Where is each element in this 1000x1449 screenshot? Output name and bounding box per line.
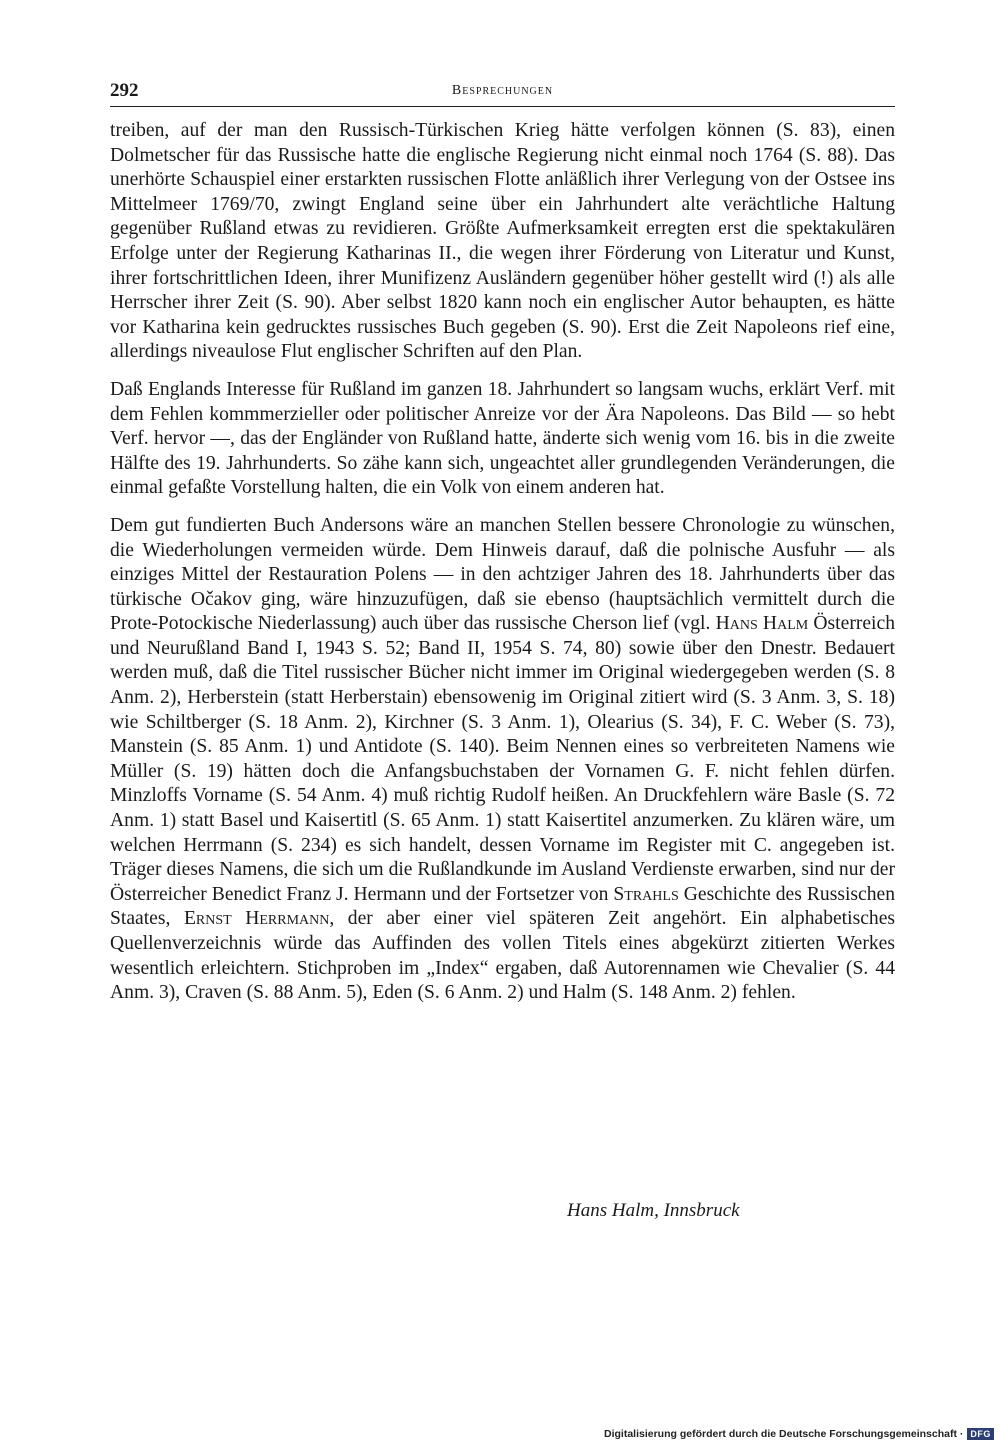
paragraph-1: treiben, auf der man den Russisch-Türkischen Krieg hätte verfolgen können (S. 83), einen Dolmetscher für das Russische hatte die englische Regierung nicht einmal noch 1764 (S. 88). Das unerhörte Schauspiel einer erstarkten russischen Flotte anläßlich ihrer Verlegung von der Ostsee ins Mittelmeer 1769/70, zwingt England seine über ein Jahrhundert alte verächtliche Haltung gegenüber Rußland etwas zu revidieren. Größte Aufmerksamkeit erregten erst die spektakulären Erfolge unter der Regierung Katharinas II., die wegen ihrer Förderung von Literatur und Kunst, ihrer fortschrittlichen Ideen, ihrer Munifizenz Ausländern gegenüber höher gestellt wird (!) als alle Herrscher ihrer Zeit (S. 90). Aber selbst 1820 kann noch ein englischer Autor behaupten, es hätte vor Katharina kein gedrucktes russisches Buch gegeben (S. 90). Erst die Zeit Napoleons rief eine, allerdings niveaulose Flut englischer Schriften auf den Plan. xyxy=(110,120,895,363)
author-name-halm: Hans Halm xyxy=(715,613,809,635)
digitization-notice xyxy=(604,1428,994,1440)
paragraph-3-part-3: Geschichte des Russischen Staates, xyxy=(110,883,895,930)
section-title: Besprechungen xyxy=(451,83,554,98)
digitization-notice-text: Digitalisierung gefördert durch die Deutsche Forschungsgemeinschaft · xyxy=(604,1428,964,1440)
author-name-herrmann: Ernst Herrmann xyxy=(183,908,330,930)
paragraph-3-part-2: Österreich und Neurußland Band I, 1943 S. 52; Band II, 1954 S. 74, 80) sowie über den Dnestr. Bedauert werden muß, daß die Titel russischer Bücher nicht immer im Original wiedergegeben werden (S. 8 Anm. 2), Herberstein (statt Herberstain) ebensowenig im Original zitiert wird (S. 3 Anm. 3, S. 18) wie Schiltberger (S. 18 Anm. 2), Kirchner (S. 3 Anm. 1), Olearius (S. 34), F. C. Weber (S. 73), Manstein (S. 85 Anm. 1) und Antidote (S. 140). Beim Nennen eines so verbreiteten Namens wie Müller (S. 19) hätten doch die Anfangsbuchstaben der Vornamen G. F. nicht fehlen dürfen. Minzloffs Vorname (S. 54 Anm. 4) muß richtig Rudolf heißen. An Druckfehlern wäre Basle (S. 72 Anm. 1) statt Basel und Kaisertitl (S. 65 Anm. 1) statt Kaisertitel anzumerken. Zu klären wäre, um welchen Herrmann (S. 234) es sich handelt, dessen Vorname im Register mit C. angegeben ist. Träger dieses Namens, die sich um die Rußlandkunde im Ausland Verdienste erwarben, sind nur der Österreicher Benedict Franz J. Hermann und der Fortsetzer von xyxy=(110,613,895,905)
page-number: 292 xyxy=(110,80,139,101)
dfg-logo: DFG xyxy=(967,1428,994,1440)
page xyxy=(110,80,895,1019)
author-name-strahl: Strahls xyxy=(613,883,679,905)
paragraph-3-part-4: , der aber einer viel späteren Zeit angehört. Ein alphabetisches Quellenverzeichnis würde das Auffinden des vollen Titels eines abgekürzt zitierten Werkes wesentlich erleichtern. Stichproben im „Index“ ergaben, daß Autorennamen wie Chevalier (S. 44 Anm. 3), Craven (S. 88 Anm. 5), Eden (S. 6 Anm. 2) und Halm (S. 148 Anm. 2) fehlen. xyxy=(110,908,896,1004)
article-body xyxy=(110,119,895,1006)
paragraph-3-part-1: Dem gut fundierten Buch Andersons wäre an manchen Stellen bessere Chronologie zu wünschen, die Wiederholungen vermeiden würde. Dem Hinweis darauf, daß die polnische Ausfuhr — als einziges Mittel der Restauration Polens — in den achtziger Jahren des 18. Jahrhunderts über das türkische Očakov ging, wäre hinzuzufügen, daß sie ebenso (hauptsächlich vermittelt durch die Prote-Potockische Niederlassung) auch über das russische Cherson lief (vgl. xyxy=(110,514,895,635)
paragraph-3 xyxy=(110,514,895,1006)
running-head xyxy=(110,80,895,107)
reviewer-signature: Hans Halm, Innsbruck xyxy=(567,1200,740,1221)
paragraph-2: Daß Englands Interesse für Rußland im ganzen 18. Jahrhundert so langsam wuchs, erklärt Verf. mit dem Fehlen kommmerzieller oder politischer Anreize vor der Ära Napoleons. Das Bild — so hebt Verf. hervor —, das der Engländer von Rußland hatte, änderte sich wenig vom 16. bis in die zweite Hälfte des 19. Jahrhunderts. So zähe kann sich, ungeachtet aller grundlegenden Veränderungen, die einmal gefaßte Vorstellung halten, die ein Volk von einem anderen hat. xyxy=(110,378,895,499)
